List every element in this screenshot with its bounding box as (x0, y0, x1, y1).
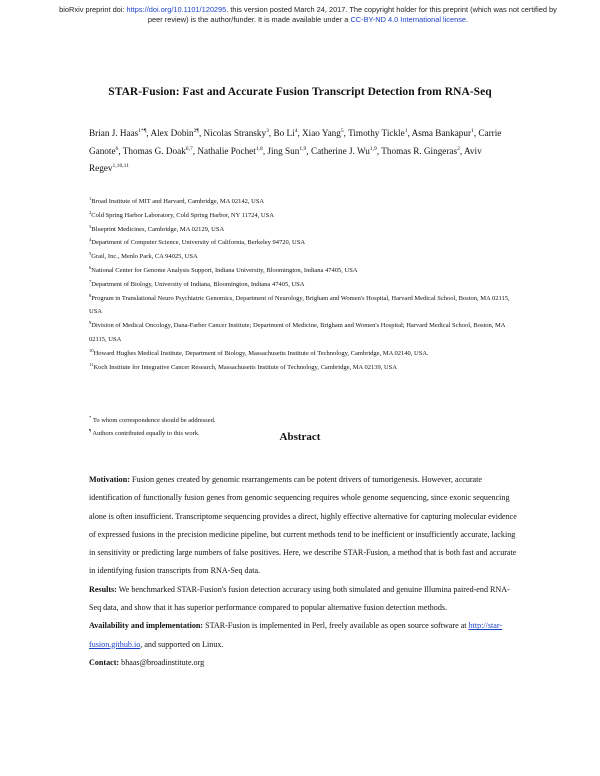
affiliation (89, 223, 519, 237)
doi-link[interactable]: https://doi.org/10.1101/120295 (126, 5, 227, 14)
abstract-motivation (89, 471, 517, 581)
affiliation-number: 4 (89, 237, 92, 243)
affiliation-text: Division of Medical Oncology, Dana-Farber Cancer Institute; Department of Medicine, Brigham and Women's Hospital; Harvard Medical School, Boston, MA 02115, USA (89, 322, 506, 343)
abstract-contact (89, 654, 517, 672)
affiliation-number: 6 (89, 265, 92, 271)
affiliation-list (89, 195, 519, 374)
affiliation (89, 209, 519, 223)
abstract-results (89, 581, 517, 618)
affiliation-text: Department of Computer Science, University of California, Berkeley 94720, USA (91, 239, 306, 247)
affiliation (89, 250, 519, 264)
contact-label: Contact: (89, 657, 120, 667)
affiliation-text: Program in Translational Neuro Psychiatric Genomics, Department of Neurology, Brigham and Women's Hospital, Harvard Medical School, Boston, MA 02115, USA (89, 294, 510, 316)
affiliation-number: 7 (89, 278, 92, 284)
author (381, 146, 460, 156)
author (348, 128, 407, 138)
author-name: Brian J. Haas (89, 128, 139, 138)
author-affiliation-marker: 1 (471, 128, 474, 134)
affiliation-text: Grail, Inc., Menlo Park, CA 94025, USA (91, 253, 198, 261)
author-name: Catherine J. Wu (310, 145, 370, 156)
author-affiliation-marker: 5 (340, 128, 344, 134)
author (123, 146, 193, 156)
affiliation (89, 347, 519, 361)
affiliation (89, 292, 519, 320)
author-name: Thomas G. Doak (122, 145, 186, 156)
affiliation-number: 11 (89, 361, 94, 367)
affiliation (89, 278, 519, 292)
paper-title: STAR-Fusion: Fast and Accurate Fusion Transcript Detection from RNA-Seq (108, 86, 492, 98)
author (197, 146, 262, 156)
author-affiliation-marker: 4 (294, 128, 298, 134)
footnote-mark: * (89, 415, 92, 421)
author-affiliation-marker: 1,9 (299, 145, 307, 152)
affiliation (89, 264, 519, 278)
affiliation-number: 9 (89, 320, 92, 326)
author (273, 128, 297, 138)
author (150, 128, 198, 138)
preprint-notice (58, 5, 558, 25)
author-name: Jing Sun (267, 145, 300, 156)
affiliation-text: National Center for Genome Analysis Support, Indiana University, Bloomington, Indiana 47405, USA (91, 266, 358, 274)
author-name: Aviv Regev (89, 145, 482, 173)
availability-text-end: , and supported on Linux. (140, 639, 224, 649)
availability-text: STAR-Fusion is implemented in Perl, freely available as open source software at (203, 621, 469, 631)
notice-text-1: bioRxiv preprint doi: (59, 5, 127, 14)
abstract-availability (89, 617, 517, 654)
motivation-text: Fusion genes created by genomic rearrangements can be potent drivers of tumorigenesis. However, accurate identification of functionally fusion genes from genomic sequencing requires whole genome sequencing, since exonic sequencing alone is often insufficient. Transcriptome sequencing provides a direct, highly effective alternative for capturing molecular evidence of expressed fusions in the precision medicine pipeline, but current methods tend to be inefficient or insufficiently accurate, lacking in sensitivity or predicting large numbers of false positives. Here, we describe STAR-Fusion, a method that is both fast and accurate in identifying fusion transcripts from RNA-Seq data. (89, 475, 517, 576)
affiliation-text: Blueprint Medicines, Cambridge, MA 02129, USA (91, 225, 225, 233)
affiliation-text: Koch Institute for Integrative Cancer Research, Massachusetts Institute of Technology, Cambridge, MA 02139, USA (93, 363, 397, 371)
author-affiliation-marker: 1,9 (369, 145, 377, 152)
abstract-body (89, 471, 517, 672)
author (267, 146, 306, 156)
author-affiliation-marker: 1,8 (255, 145, 263, 152)
notice-text-2: . this version posted March 24, 2017. The copyright holder for this preprint (which was not certified by peer review) is the author/funder. It is made available under a (147, 5, 557, 24)
affiliation-text: Department of Biology, University of Indiana, Bloomington, Indiana 47405, USA (91, 280, 305, 288)
affiliation-number: 5 (89, 251, 92, 257)
affiliation (89, 361, 519, 375)
author-name: Bo Li (273, 128, 295, 138)
author-affiliation-marker: 3 (266, 128, 269, 134)
affiliation-number: 2 (89, 210, 92, 215)
author-name: Xiao Yang (302, 128, 341, 138)
author (302, 128, 344, 138)
affiliation-text: Cold Spring Harbor Laboratory, Cold Spring Harbor, NY 11724, USA (91, 211, 274, 219)
affiliation-text: Howard Hughes Medical Institute, Department of Biology, Massachusetts Institute of Technology, Cambridge, MA 02140, USA. (93, 349, 429, 357)
availability-label: Availability and implementation: (89, 621, 204, 631)
affiliation-number: 10 (89, 347, 94, 353)
results-label: Results: (89, 584, 117, 594)
affiliation (89, 195, 519, 209)
author-affiliation-marker: 1,10,11 (112, 163, 130, 169)
author-affiliation-marker: 2¶ (193, 128, 199, 134)
footnote (89, 414, 519, 427)
footnote-text: Authors contributed equally to this work. (92, 430, 200, 437)
affiliation-text: Broad Institute of MIT and Harvard, Cambridge, MA 02142, USA (91, 198, 265, 205)
contact-text: bhaas@broadinstitute.org (119, 657, 205, 667)
author-name: Asma Bankapur (411, 128, 472, 138)
motivation-label: Motivation: (89, 475, 130, 484)
author-name: Carrie Ganote (89, 128, 502, 156)
author-affiliation-marker: 6 (115, 145, 119, 152)
author-name: Timothy Tickle (348, 128, 405, 138)
author (311, 146, 377, 156)
author-list: Brian J. Haas$^{1*\P}$, Alex Dobin$^{2\P}$, Nicolas Stransky$^3$, Bo Li$^4$, Xiao Yang$^5$, Timothy Tickle$^1$, Asma Bankapur$^1$, Carrie Ganote$^6$, Thomas G. Doak$^{6,7}$, Nathalie Pochet$^{1,8}$, Jing Sun$^{1,9}$, Catherine J. Wu$^{1,9}$, Thomas R. Gingeras$^2$, Aviv Regev$^{1,10,11}$ (89, 128, 502, 173)
author-name: Nicolas Stransky (203, 128, 267, 138)
abstract-heading: Abstract (279, 431, 321, 443)
author-name: Nathalie Pochet (197, 145, 256, 156)
notice-text-3: . (466, 15, 469, 24)
results-text: We benchmarked STAR-Fusion's fusion detection accuracy using both simulated and genuine Illumina paired-end RNA-Seq data, and show that it has superior performance compared to popular alternative fusion detection methods. (89, 584, 510, 613)
author-affiliation-marker: 1*¶ (138, 128, 147, 134)
author (204, 128, 269, 138)
author (412, 128, 474, 138)
footnote-text: To whom correspondence should be addressed. (92, 417, 216, 424)
project-link[interactable]: http://star-fusion.github.io (89, 621, 503, 649)
affiliation (89, 319, 519, 347)
author (89, 128, 146, 138)
affiliation-number: 3 (89, 223, 92, 229)
affiliation-number: 8 (89, 292, 92, 298)
affiliation (89, 236, 519, 250)
license-link[interactable]: CC-BY-ND 4.0 International license (350, 15, 467, 24)
author-affiliation-marker: 2 (457, 145, 460, 152)
author-affiliation-marker: 6,7 (185, 145, 193, 152)
affiliation-number: 1 (89, 196, 92, 202)
author-name: Thomas R. Gingeras (381, 145, 458, 156)
author-affiliation-marker: 1 (404, 128, 408, 134)
author-name: Alex Dobin (150, 128, 194, 138)
footnote-mark: ¶ (89, 428, 92, 434)
